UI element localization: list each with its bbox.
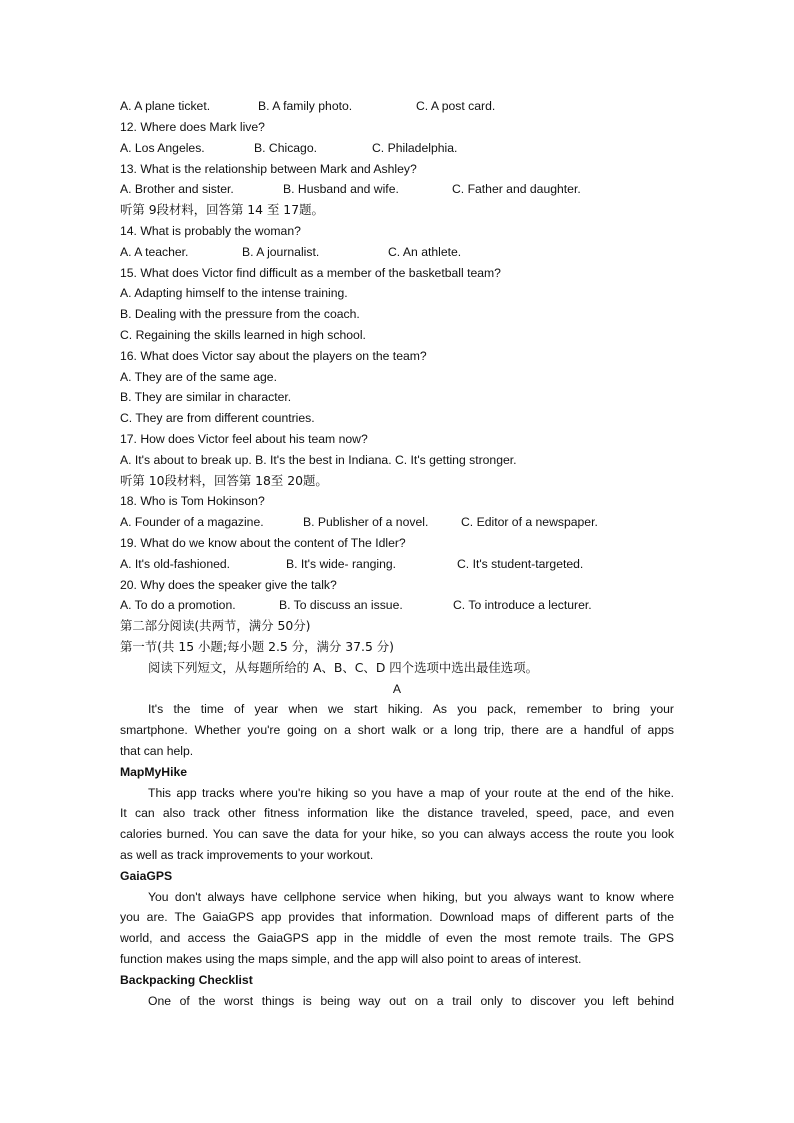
option-a: A. Founder of a magazine. [120, 515, 264, 529]
q19-options [120, 555, 680, 573]
section9-instruction: 听第 9段材料，回答第 14 至 17题。 [120, 202, 324, 217]
q19-question: 19. What do we know about the content of The Idler? [120, 536, 406, 550]
q14-options [120, 243, 680, 261]
q14-question: 14. What is probably the woman? [120, 224, 301, 238]
q17-options: A. It's about to break up. B. It's the best in Indiana. C. It's getting stronger. [120, 453, 517, 467]
q16-option-c: C. They are from different countries. [120, 411, 315, 425]
option-c: C. An athlete. [388, 245, 462, 259]
q15-option-c: C. Regaining the skills learned in high school. [120, 328, 366, 342]
app-heading-mapmyhike: MapMyHike [120, 765, 188, 779]
mapmyhike-line-2: It can also track other fitness information like the distance traveled, speed, pace, and even [120, 806, 674, 820]
gaiagps-line-1: You don't always have cellphone service when hiking, but you always want to know where [148, 890, 674, 904]
q17-question: 17. How does Victor feel about his team now? [120, 432, 368, 446]
option-c: C. Editor of a newspaper. [461, 515, 598, 529]
mapmyhike-line-4: as well as track improvements to your workout. [120, 848, 374, 862]
gaiagps-line-4: function makes using the maps simple, and the app will also point to areas of interest. [120, 952, 582, 966]
q18-options [120, 513, 680, 531]
q20-options [120, 596, 680, 614]
option-a: A. Los Angeles. [120, 141, 205, 155]
option-b: B. It's wide- ranging. [286, 557, 397, 571]
q12-options [120, 139, 680, 157]
passage-intro-line-1: It's the time of year when we start hiking. As you pack, remember to bring your [148, 702, 674, 716]
q12-question: 12. Where does Mark live? [120, 120, 265, 134]
q16-question: 16. What does Victor say about the players on the team? [120, 349, 427, 363]
checklist-line-1: One of the worst things is being way out on a trail only to discover you left behind [148, 994, 674, 1008]
section10-instruction: 听第 10段材料，回答第 18至 20题。 [120, 473, 328, 488]
passage-intro-line-2: smartphone. Whether you're going on a short walk or a long trip, there are a handful of apps [120, 723, 674, 737]
q16-option-a: A. They are of the same age. [120, 370, 277, 384]
q15-question: 15. What does Victor find difficult as a member of the basketball team? [120, 266, 501, 280]
section1-heading: 第一节(共 15 小题;每小题 2.5 分，满分 37.5 分) [120, 639, 395, 654]
option-a: A. It's old-fashioned. [120, 557, 231, 571]
option-b: B. A family photo. [258, 99, 353, 113]
option-c: C. To introduce a lecturer. [453, 598, 592, 612]
q20-question: 20. Why does the speaker give the talk? [120, 578, 337, 592]
part2-heading: 第二部分阅读(共两节，满分 50分) [120, 618, 311, 633]
passage-label: A [392, 682, 402, 696]
q13-options [120, 180, 680, 198]
q16-option-b: B. They are similar in character. [120, 390, 292, 404]
gaiagps-line-2: you are. The GaiaGPS app provides that information. Download maps of different parts of the [120, 910, 674, 924]
q11-options [120, 97, 680, 115]
q18-question: 18. Who is Tom Hokinson? [120, 494, 265, 508]
option-a: A. To do a promotion. [120, 598, 236, 612]
q15-option-a: A. Adapting himself to the intense training. [120, 286, 348, 300]
option-c: C. A post card. [416, 99, 496, 113]
option-a: A. A teacher. [120, 245, 189, 259]
reading-instruction: 阅读下列短文，从每题所给的 A、B、C、D 四个选项中选出最佳选项。 [148, 660, 538, 675]
gaiagps-line-3: world, and access the GaiaGPS app in the middle of even the most remote trails. The GPS [120, 931, 674, 945]
option-b: B. A journalist. [242, 245, 320, 259]
app-heading-gaiagps: GaiaGPS [120, 869, 173, 883]
option-c: C. Philadelphia. [372, 141, 458, 155]
option-b: B. Chicago. [254, 141, 318, 155]
mapmyhike-line-1: This app tracks where you're hiking so you have a map of your route at the end of the hike. [148, 786, 674, 800]
mapmyhike-line-3: calories burned. You can save the data for your hike, so you can always access the route you look [120, 827, 674, 841]
option-c: C. Father and daughter. [452, 182, 581, 196]
app-heading-backpacking-checklist: Backpacking Checklist [120, 973, 253, 987]
option-b: B. Husband and wife. [283, 182, 399, 196]
option-b: B. To discuss an issue. [279, 598, 403, 612]
option-a: A. Brother and sister. [120, 182, 234, 196]
passage-intro-line-3: that can help. [120, 744, 194, 758]
option-a: A. A plane ticket. [120, 99, 211, 113]
q15-option-b: B. Dealing with the pressure from the coach. [120, 307, 360, 321]
option-c: C. It's student-targeted. [457, 557, 584, 571]
q13-question: 13. What is the relationship between Mark and Ashley? [120, 162, 417, 176]
option-b: B. Publisher of a novel. [303, 515, 429, 529]
